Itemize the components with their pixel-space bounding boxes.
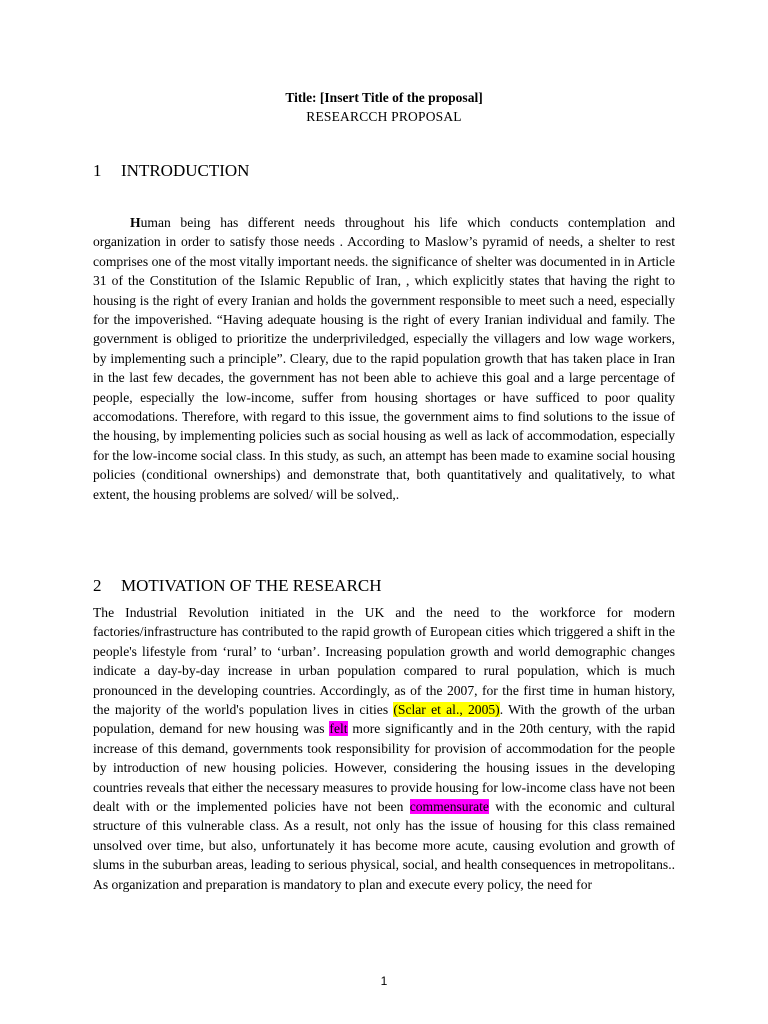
page-number: 1 <box>380 974 388 988</box>
section-title: INTRODUCTION <box>121 161 250 180</box>
section-title: MOTIVATION OF THE RESEARCH <box>121 576 382 595</box>
paragraph-text: The Industrial Revolution initiated in the UK and the need to the workforce for modern factories/infrastructure has contributed to the rapid growth of European cities which triggered a shift in the people's lifestyle from ‘rural’ to ‘urban’. Increasing population growth and world demographic changes indicate a day-by-day increase in urban population compared to rural population, which is much pronounced in the developing countries. Accordingly, as of the 2007, for the first time in human history, the majority of the world's population lives in cities <box>93 605 675 718</box>
highlighted-word: felt <box>329 721 348 737</box>
section-heading-motivation <box>93 575 382 597</box>
paragraph-text: uman being has different needs throughout his life which conducts contemplation and organization in order to satisfy those needs . According to Maslow’s pyramid of needs, a shelter to rest comprises one of the most vitally important needs. the significance of shelter was documented in in Article 31 of the Constitution of the Islamic Republic of Iran, , which explicitly states that having the right to housing is the right of every Iranian and holds the government responsible to meet such a need, especially for the impoverished. “Having adequate housing is the right of every Iranian individual and family. The government is obliged to prioritize the underpriviledged, especially the villagers and low wage workers, by implementing such a principle”. Cleary, due to the rapid population growth that has taken place in Iran in the last few decades, the government has not been able to achieve this goal and a large percentage of people, especially the low-income, suffer from housing shortages or have sufficed to poor quality accomodations. Therefore, with regard to this issue, the government aims to find solutions to the issue of the housing, by implementing policies such as social housing as well as lack of accommodation, especially for the low-income social class. In this study, as such, an attempt has been made to examine social housing policies (conditional ownerships) and demonstrate that, both quantitatively and qualitatively, to what extent, the housing problems are solved/ will be solved,. <box>93 215 675 502</box>
document-title: Title: [Insert Title of the proposal] <box>285 90 483 105</box>
drop-letter: H <box>130 215 141 230</box>
document-subtitle: RESEARCCH PROPOSAL <box>306 109 462 124</box>
highlighted-citation: (Sclar et al., 2005) <box>393 702 500 718</box>
introduction-paragraph <box>93 213 675 504</box>
section-number: 2 <box>93 576 102 595</box>
section-heading-introduction <box>93 160 249 182</box>
motivation-paragraph <box>93 603 675 894</box>
paragraph-text: more significantly and in the 20th century, with the rapid increase of this demand, governments took responsibility for provision of accommodation for the people by introduction of new housing policies. However, considering the housing issues in the developing countries reveals that either the necessary measures to provide housing for low-income class have not been dealt with or the implemented policies have not been <box>93 721 675 815</box>
title-block <box>0 88 768 126</box>
highlighted-word: commensurate <box>409 799 489 815</box>
paragraph-text: with the economic and cultural structure of this vulnerable class. As a result, not only has the issue of housing for this class remained unsolved over time, but also, unfortunately it has become more acute, causing evolution and growth of slums in the suburban areas, leading to serious physical, social, and health consequences in metropolitans.. As organization and preparation is mandatory to plan and execute every policy, the need for <box>93 799 675 892</box>
section-number: 1 <box>93 161 102 180</box>
paragraph-text: . With the growth of the urban population, demand for new housing was <box>93 702 675 737</box>
